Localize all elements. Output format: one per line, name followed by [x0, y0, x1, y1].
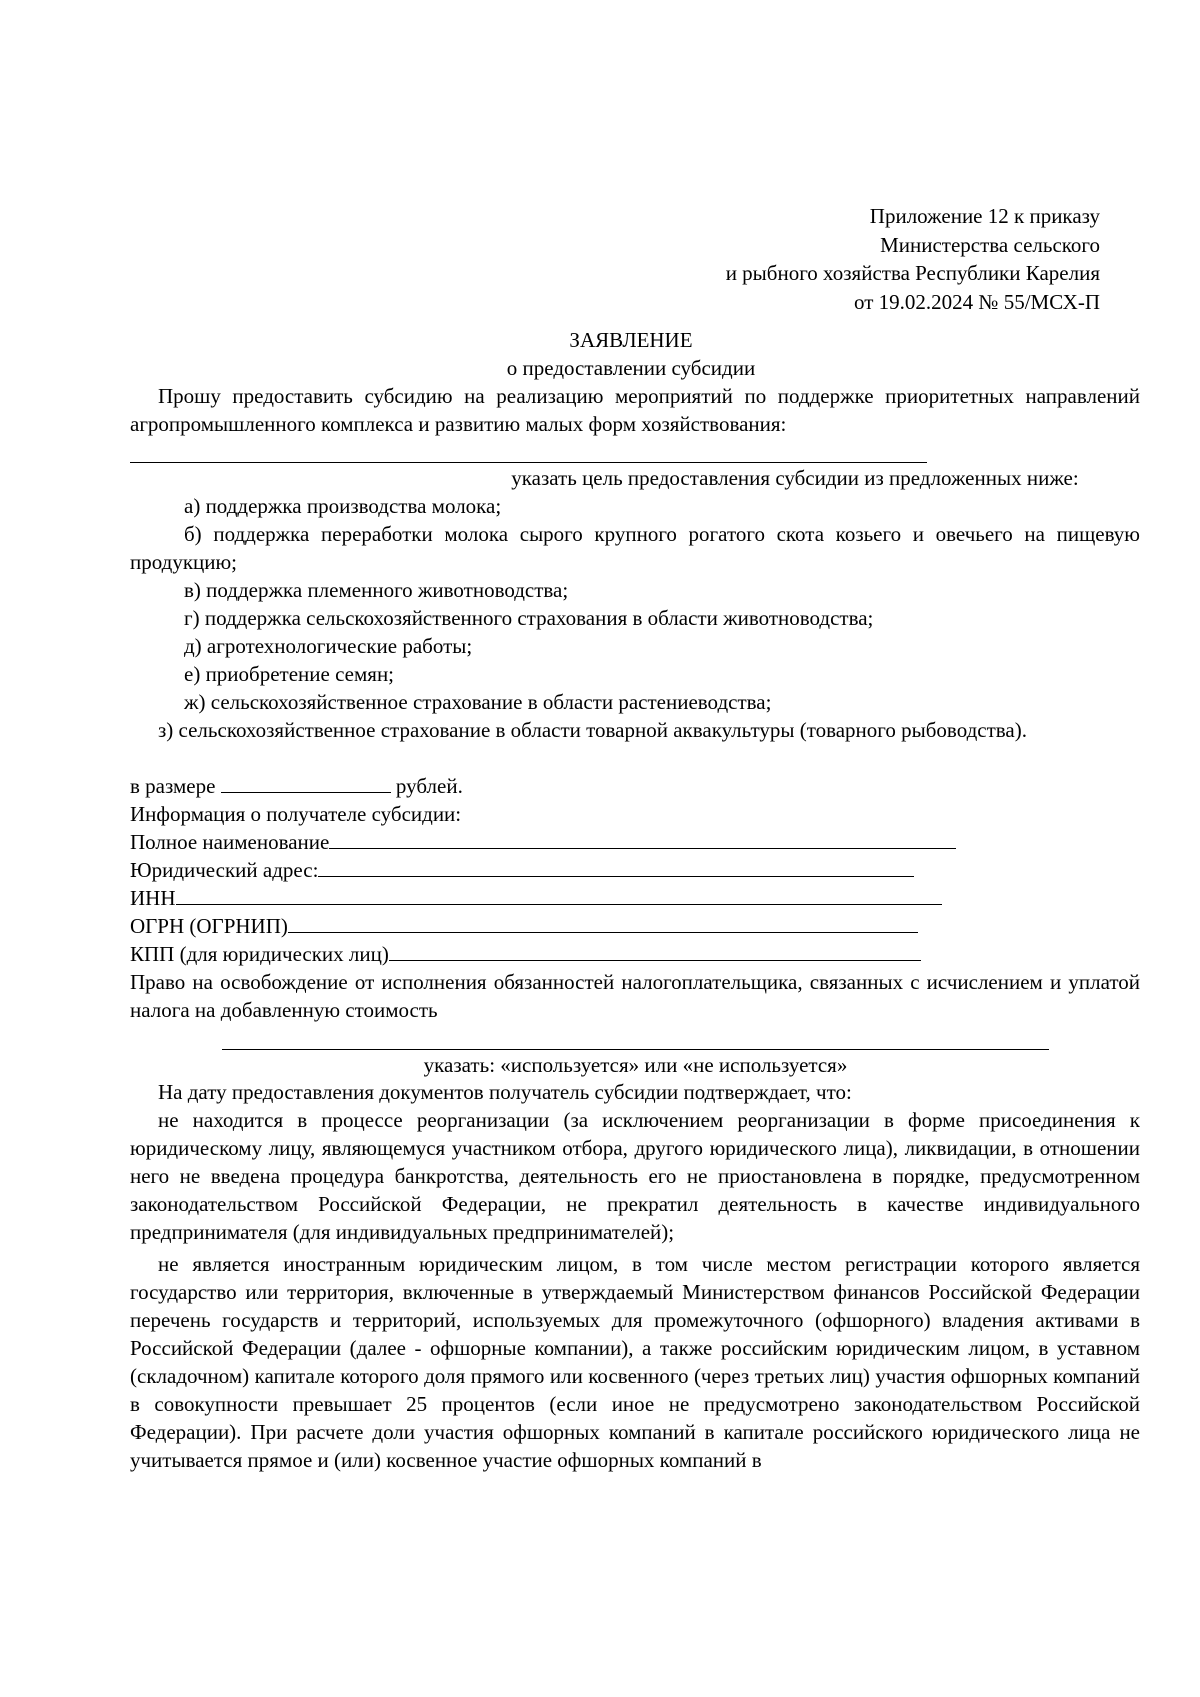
purpose-item: е) приобретение семян;: [184, 662, 395, 686]
full-name-row: [130, 828, 1140, 856]
vat-caption: указать: «используется» или «не используется»: [423, 1053, 848, 1077]
confirm-paragraph: не является иностранным юридическим лицом, в том числе местом регистрации которого является государство или территория, включенные в утверждаемый Министерством финансов Российской Федерации перечень государств и территорий, используемых для промежуточного (офшорного) владения активами в Российской Федерации (далее - офшорные компании), а также российским юридическим лицом, в уставном (складочном) капитале которого доля прямого или косвенного (через третьих лиц) участия офшорных компаний в совокупности превышает 25 процентов (если иное не предусмотрено законодательством Российской Федерации). При расчете доли участия офшорных компаний в капитале российского юридического лица не учитывается прямое и (или) косвенное участие офшорных компаний в: [130, 1252, 1140, 1472]
title-main: ЗАЯВЛЕНИЕ: [569, 328, 693, 352]
kpp-field[interactable]: [389, 940, 921, 961]
intro-paragraph: Прошу предоставить субсидию на реализацию мероприятий по поддержке приоритетных направлений агропромышленного комплекса и развитию малых форм хозяйствования:: [130, 384, 1140, 436]
inn-field[interactable]: [176, 884, 942, 905]
legal-address-row: [130, 856, 1140, 884]
document-title: [0, 325, 1200, 383]
kpp-row: [130, 940, 1140, 968]
amount-suffix: рублей.: [395, 774, 463, 798]
kpp-label: КПП (для юридических лиц): [130, 942, 389, 966]
confirm-intro: На дату предоставления документов получатель субсидии подтверждает, что:: [158, 1080, 852, 1104]
purpose-item: в) поддержка племенного животноводства;: [184, 578, 569, 602]
legal-address-field[interactable]: [318, 856, 914, 877]
legal-address-label: Юридический адрес:: [130, 858, 319, 882]
amount-field[interactable]: [221, 772, 391, 793]
ogrn-label: ОГРН (ОГРНИП): [130, 914, 288, 938]
amount-line: [130, 772, 1140, 800]
header-line: Приложение 12 к приказу: [869, 204, 1100, 228]
header-line: и рыбного хозяйства Республики Карелия: [725, 261, 1100, 285]
ogrn-row: [130, 912, 1140, 940]
inn-label: ИНН: [130, 886, 176, 910]
confirm-section: [130, 1078, 1140, 1474]
inn-row: [130, 884, 1140, 912]
recipient-section: [130, 800, 1140, 968]
recipient-heading: Информация о получателе субсидии:: [130, 802, 462, 826]
purpose-item: г) поддержка сельскохозяйственного страхования в области животноводства;: [184, 606, 874, 630]
vat-underline: [222, 1049, 1049, 1050]
purpose-item: б) поддержка переработки молока сырого крупного рогатого скота козьего и овечьего на пищевую продукцию;: [130, 522, 1140, 574]
purpose-item: а) поддержка производства молока;: [184, 494, 502, 518]
amount-prefix: в размере: [130, 774, 216, 798]
purpose-list: [130, 492, 1140, 744]
appendix-header: [726, 202, 1100, 316]
confirm-paragraph: не находится в процессе реорганизации (за исключением реорганизации в форме присоединения к юридическому лицу, являющемуся участником отбора, другого юридического лица), ликвидации, в отношении него не введена процедура банкротства, деятельность его не приостановлена в порядке, предусмотренном законодательством Российской Федерации, не прекратил деятельность в качестве индивидуального предпринимателя (для индивидуальных предпринимателей);: [130, 1108, 1140, 1244]
vat-paragraph: Право на освобождение от исполнения обязанностей налогоплательщика, связанных с исчислением и уплатой налога на добавленную стоимость: [130, 970, 1140, 1022]
purpose-caption: указать цель предоставления субсидии из предложенных ниже:: [511, 466, 1079, 490]
title-sub: о предоставлении субсидии: [506, 356, 756, 380]
purpose-item: ж) сельскохозяйственное страхование в области растениеводства;: [184, 690, 772, 714]
purpose-underline: [130, 462, 927, 463]
purpose-item: д) агротехнологические работы;: [184, 634, 473, 658]
purpose-item: з) сельскохозяйственное страхование в области товарной аквакультуры (товарного рыбоводства).: [158, 718, 1027, 742]
ogrn-field[interactable]: [288, 912, 918, 933]
header-line: Министерства сельского: [880, 232, 1100, 257]
full-name-field[interactable]: [329, 828, 956, 849]
header-line: от 19.02.2024 № 55/МСХ-П: [854, 289, 1100, 314]
full-name-label: Полное наименование: [130, 830, 330, 854]
